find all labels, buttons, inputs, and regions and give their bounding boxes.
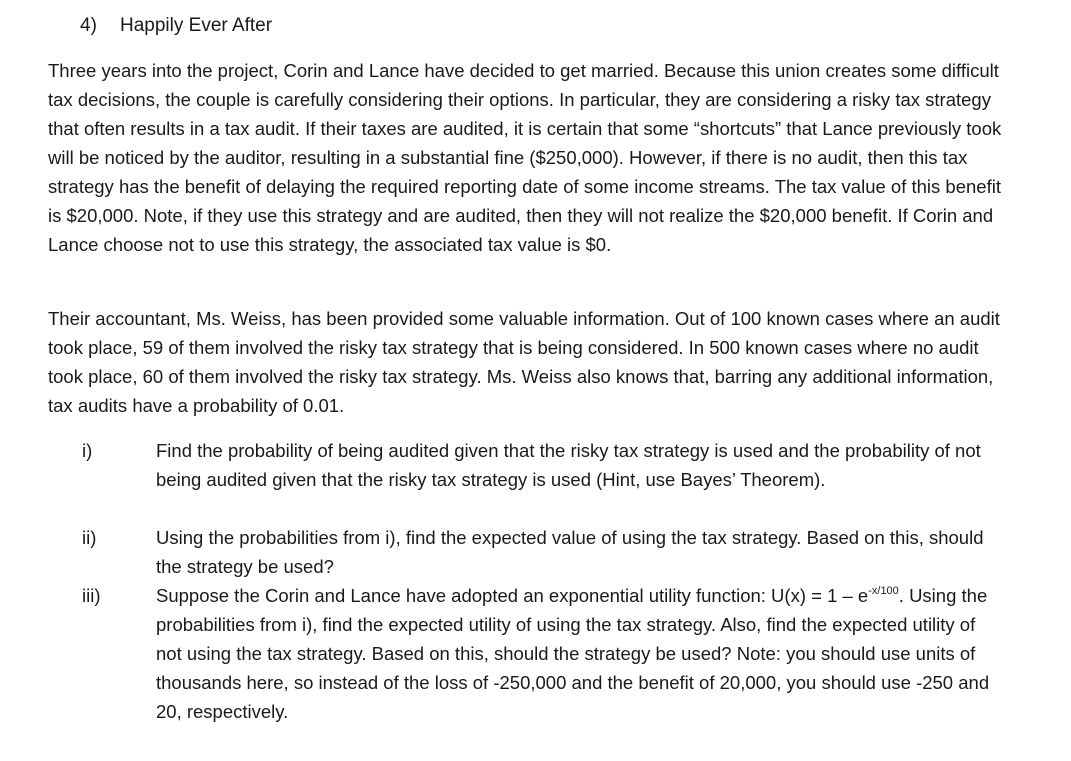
utility-text-rest: . Using the probabilities from i), find the expected utility of using the tax strategy. Also, find the expected utility of not using the tax strategy. Based on this, should the strategy be used? Note: you should use units of thousands here, so instead of the loss of -250,000 and the benefit of 20,000, you should use -250 and 20, respectively.: [156, 585, 990, 722]
question-label-i: i): [82, 440, 93, 461]
accountant-paragraph: Their accountant, Ms. Weiss, has been provided some valuable information. Out of 100 known cases where an audit took place, 59 of them involved the risky tax strategy that is being considered. In 500 known cases where no audit took place, 60 of them involved the risky tax strategy. Ms. Weiss also knows that, barring any additional information, tax audits have a probability of 0.01.: [48, 308, 1000, 416]
question-text-ii: Using the probabilities from i), find the expected value of using the tax strategy. Based on this, should the strategy be used?: [156, 527, 984, 577]
section-heading: [80, 12, 272, 40]
section-title: Happily Ever After: [120, 15, 273, 36]
section-number: 4): [80, 15, 97, 36]
question-label-ii: ii): [82, 527, 97, 548]
utility-text-start: Suppose the Corin and Lance have adopted an exponential utility function: U(x) = 1 – e: [156, 585, 869, 606]
question-label-iii: iii): [82, 585, 101, 606]
exponent-superscript: -x/100: [868, 585, 899, 597]
intro-paragraph: Three years into the project, Corin and Lance have decided to get married. Because this union creates some difficult tax decisions, the couple is carefully considering their options. In particular, they are considering a risky tax strategy that often results in a tax audit. If their taxes are audited, it is certain that some “shortcuts” that Lance previously took will be noticed by the auditor, resulting in a substantial fine ($250,000). However, if there is no audit, then this tax strategy has the benefit of delaying the required reporting date of some income streams. The tax value of this benefit is $20,000. Note, if they use this strategy and are audited, then they will not realize the $20,000 benefit. If Corin and Lance choose not to use this strategy, the associated tax value is $0.: [48, 60, 1002, 255]
question-text-iii: [156, 581, 996, 726]
question-text-i: Find the probability of being audited given that the risky tax strategy is used and the probability of not being audited given that the risky tax strategy is used (Hint, use Bayes’ Theorem).: [156, 440, 981, 490]
